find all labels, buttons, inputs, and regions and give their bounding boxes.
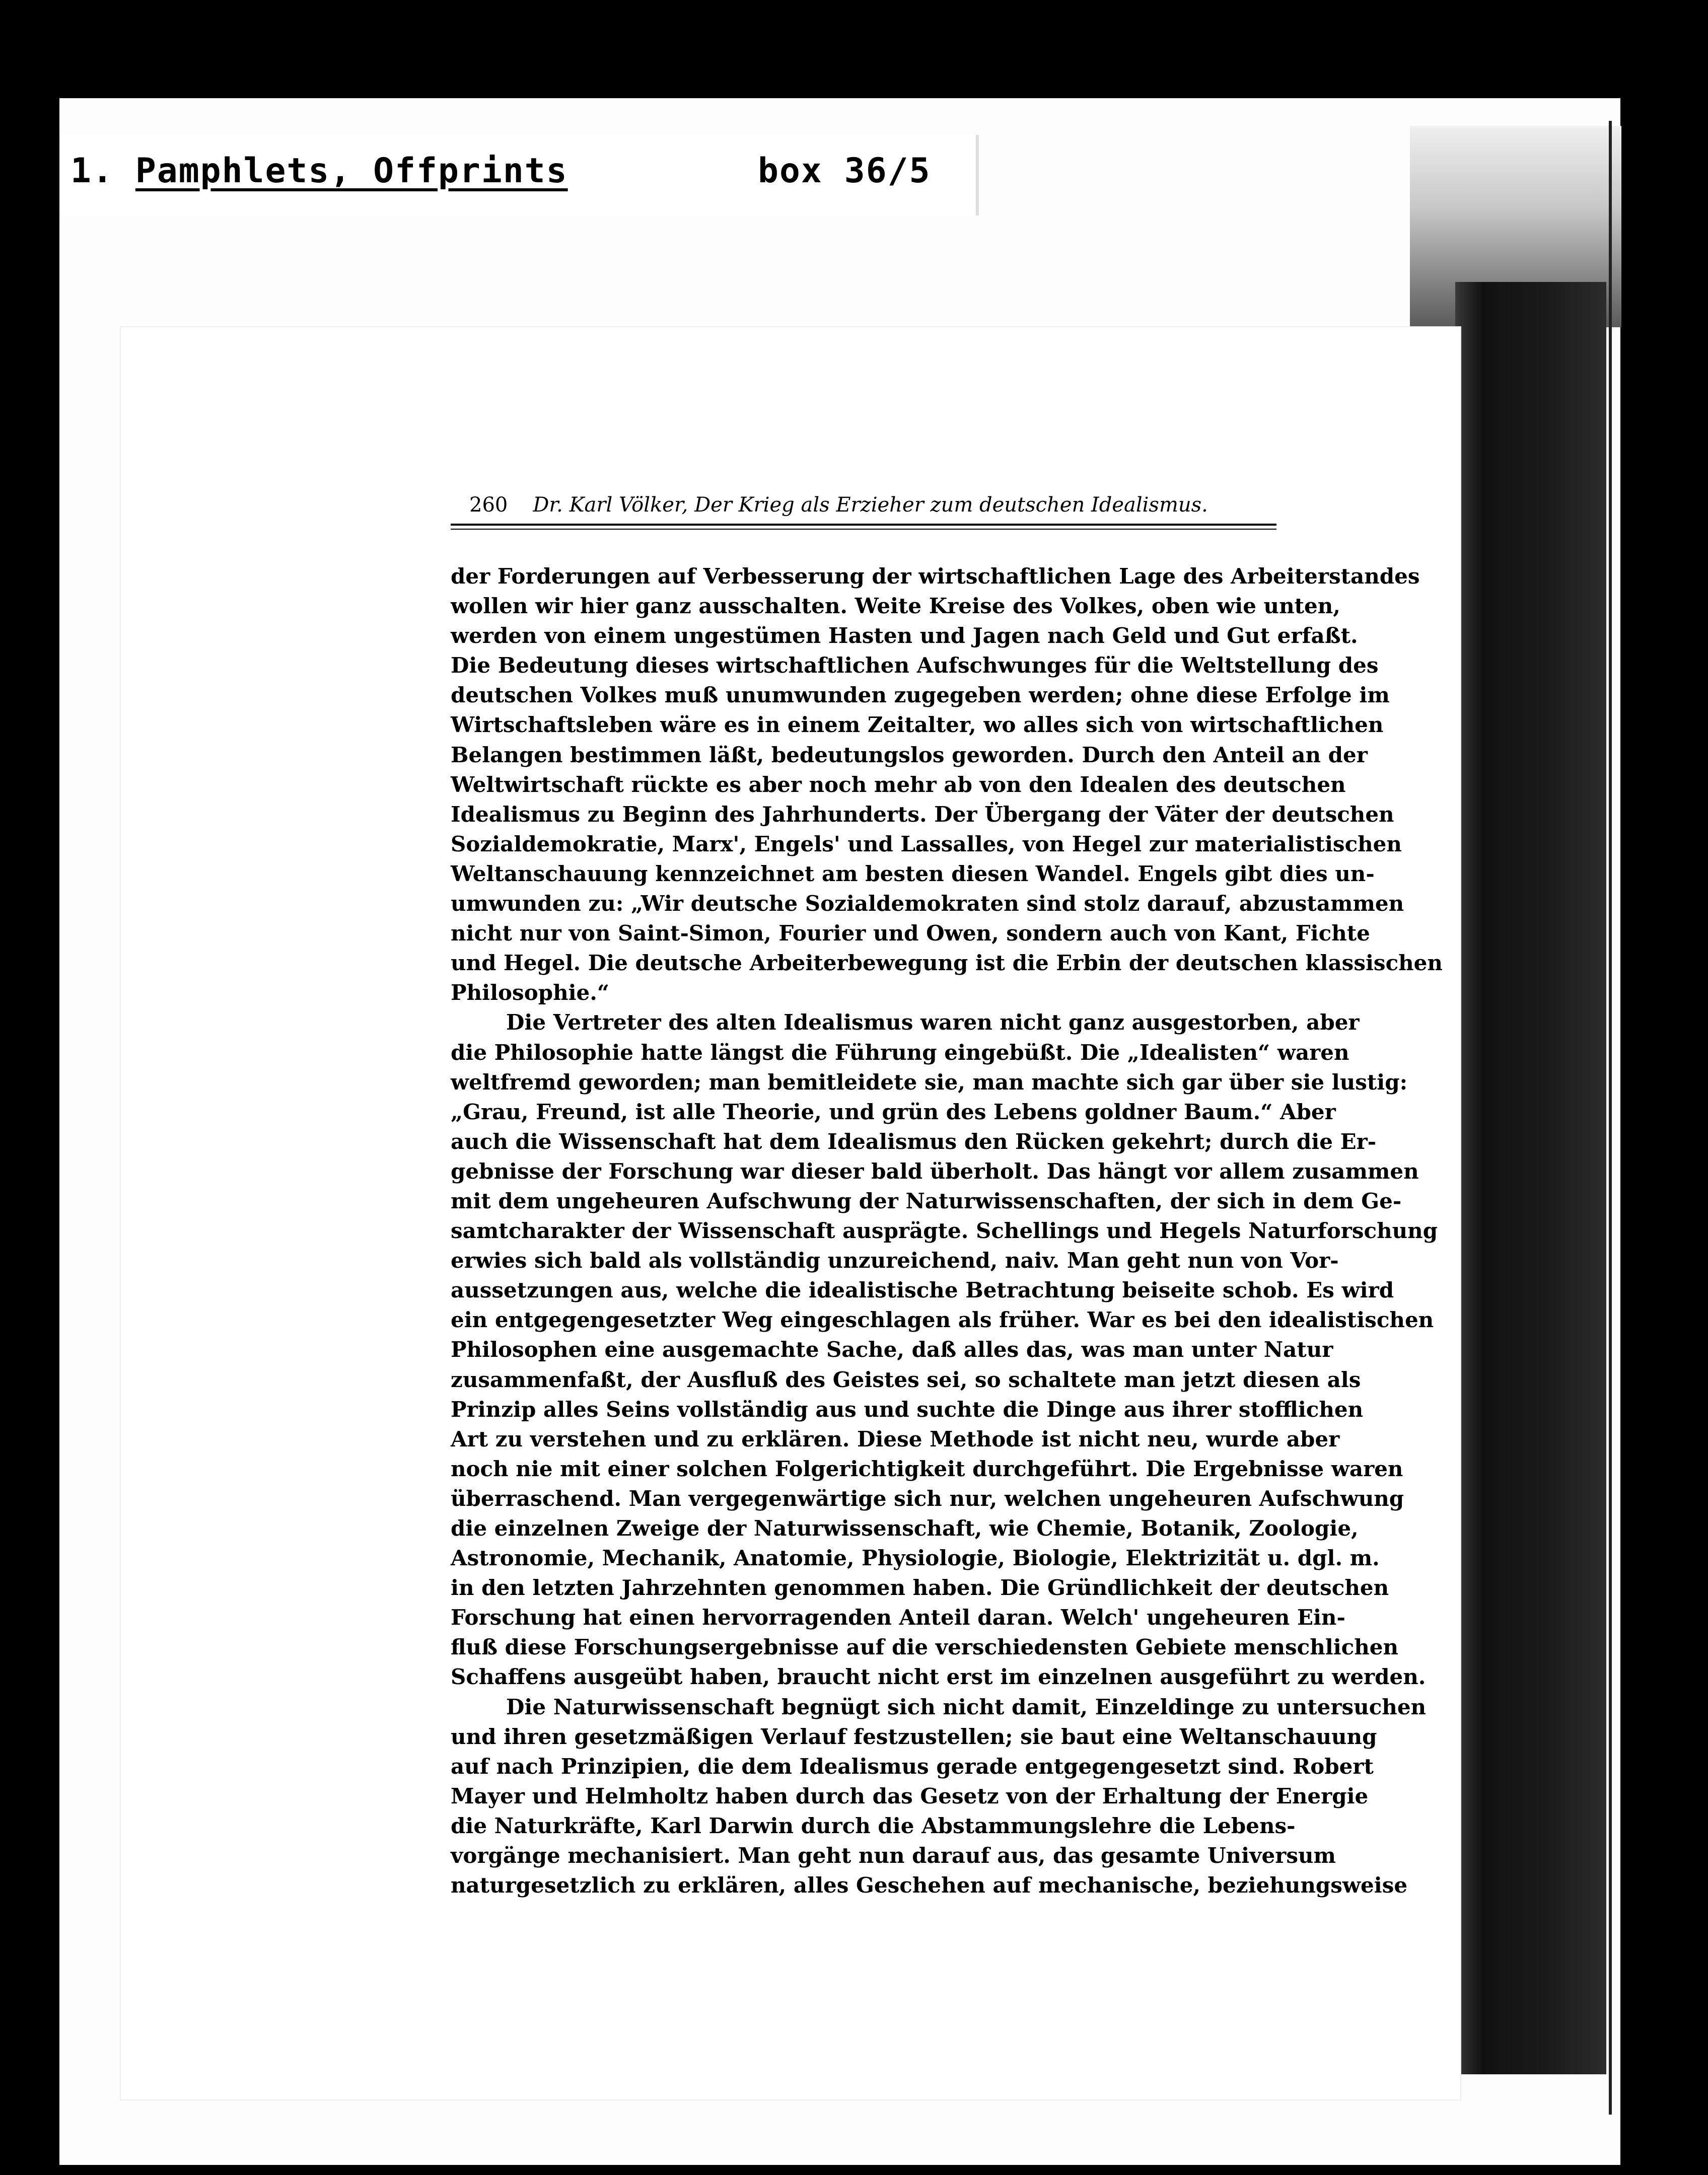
label-category: Pamphlets, Offprints xyxy=(135,151,568,191)
text-line: „Grau, Freund, ist alle Theorie, und grün des Lebens goldner Baum.“ Aber xyxy=(451,1099,1336,1124)
text-line: Idealismus zu Beginn des Jahrhunderts. Der Übergang der Väter der deutschen xyxy=(451,802,1394,827)
text-line: wollen wir hier ganz ausschalten. Weite Kreise des Volkes, oben wie unten, xyxy=(451,594,1340,619)
text-line: fluß diese Forschungsergebnisse auf die verschiedensten Gebiete menschlichen xyxy=(451,1635,1399,1660)
text-line: überraschend. Man vergegenwärtige sich nur, welchen ungeheuren Aufschwung xyxy=(451,1486,1404,1511)
text-line: in den letzten Jahrzehnten genommen haben. Die Gründlichkeit der deutschen xyxy=(451,1575,1389,1601)
text-line: auch die Wissenschaft hat dem Idealismus den Rücken gekehrt; durch die Er- xyxy=(451,1129,1377,1154)
header-rule xyxy=(451,524,1276,526)
text-line: der Forderungen auf Verbesserung der wirtschaftlichen Lage des Arbeiterstandes xyxy=(451,564,1420,589)
text-line: und Hegel. Die deutsche Arbeiterbewegung ist die Erbin der deutschen klassischen xyxy=(451,951,1443,976)
archive-label xyxy=(70,151,568,191)
text-line: Philosophen eine ausgemachte Sache, daß alles das, was man unter Natur xyxy=(451,1337,1333,1362)
text-line: umwunden zu: „Wir deutsche Sozialdemokraten sind stolz darauf, abzustammen xyxy=(451,891,1404,916)
text-line: die Philosophie hatte längst die Führung eingebüßt. Die „Idealisten“ waren xyxy=(451,1040,1349,1065)
text-line: Forschung hat einen hervorragenden Anteil daran. Welch' ungeheuren Ein- xyxy=(451,1605,1345,1630)
text-line: Astronomie, Mechanik, Anatomie, Physiologie, Biologie, Elektrizität u. dgl. m. xyxy=(451,1546,1380,1571)
text-line: aussetzungen aus, welche die idealistische Betrachtung beiseite schob. Es wird xyxy=(451,1278,1394,1303)
body-text xyxy=(451,561,1443,1900)
label-number: 1. xyxy=(70,151,114,191)
text-line: Die Naturwissenschaft begnügt sich nicht damit, Einzeldinge zu untersuchen xyxy=(506,1694,1427,1719)
text-line: ein entgegengesetzter Weg eingeschlagen als früher. War es bei den idealistischen xyxy=(451,1308,1434,1333)
text-line: gebnisse der Forschung war dieser bald überholt. Das hängt vor allem zusammen xyxy=(451,1158,1419,1184)
text-line: erwies sich bald als vollständig unzureichend, naiv. Man geht nun von Vor- xyxy=(451,1248,1339,1273)
text-line: noch nie mit einer solchen Folgerichtigkeit durchgeführt. Die Ergebnisse waren xyxy=(451,1456,1403,1481)
running-title: Dr. Karl Völker, Der Krieg als Erzieher zum deutschen Idealismus. xyxy=(533,493,1208,517)
text-line: samtcharakter der Wissenschaft ausprägte. Schellings und Hegels Naturforschung xyxy=(451,1218,1438,1244)
paper-edge-line xyxy=(1609,121,1612,2115)
text-line: die Naturkräfte, Karl Darwin durch die Abstammungslehre die Lebens- xyxy=(451,1813,1296,1838)
text-line: naturgesetzlich zu erklären, alles Geschehen auf mechanische, beziehungsweise xyxy=(451,1873,1408,1898)
paper-edge-dark xyxy=(1455,282,1606,2074)
text-line: Prinzip alles Seins vollständig aus und suchte die Dinge aus ihrer stofflichen xyxy=(451,1397,1364,1422)
text-line: Mayer und Helmholtz haben durch das Gesetz von der Erhaltung der Energie xyxy=(451,1783,1369,1808)
text-line: Philosophie.“ xyxy=(451,980,610,1005)
text-line: Wirtschaftsleben wäre es in einem Zeitalter, wo alles sich von wirtschaftlichen xyxy=(451,712,1384,738)
text-line: Weltwirtschaft rückte es aber noch mehr ab von den Idealen des deutschen xyxy=(451,772,1346,797)
text-line: mit dem ungeheuren Aufschwung der Naturwissenschaften, der sich in dem Ge- xyxy=(451,1188,1402,1213)
text-line: und ihren gesetzmäßigen Verlauf festzustellen; sie baut eine Weltanschauung xyxy=(451,1724,1377,1749)
text-line: Die Bedeutung dieses wirtschaftlichen Aufschwunges für die Weltstellung des xyxy=(451,653,1379,678)
header-rule-thin xyxy=(451,529,1276,530)
text-line: Schaffens ausgeübt haben, braucht nicht erst im einzelnen ausgeführt zu werden. xyxy=(451,1664,1426,1690)
text-line: Belangen bestimmen läßt, bedeutungslos geworden. Durch den Anteil an der xyxy=(451,742,1368,767)
text-line: Art zu verstehen und zu erklären. Diese Methode ist nicht neu, wurde aber xyxy=(451,1426,1340,1452)
text-line: nicht nur von Saint-Simon, Fourier und Owen, sondern auch von Kant, Fichte xyxy=(451,921,1370,946)
box-number: box 36/5 xyxy=(758,151,931,191)
text-line: Die Vertreter des alten Idealismus waren nicht ganz ausgestorben, aber xyxy=(506,1010,1360,1035)
text-line: Sozialdemokratie, Marx', Engels' und Lassalles, von Hegel zur materialistischen xyxy=(451,831,1402,856)
text-line: die einzelnen Zweige der Naturwissenschaft, wie Chemie, Botanik, Zoologie, xyxy=(451,1516,1359,1541)
text-line: deutschen Volkes muß unumwunden zugegeben werden; ohne diese Erfolge im xyxy=(451,683,1390,708)
text-line: auf nach Prinzipien, die dem Idealismus gerade entgegengesetzt sind. Robert xyxy=(451,1754,1374,1779)
text-line: zusammenfaßt, der Ausfluß des Geistes sei, so schaltete man jetzt diesen als xyxy=(451,1367,1361,1392)
text-line: weltfremd geworden; man bemitleidete sie, man machte sich gar über sie lustig: xyxy=(451,1069,1408,1095)
text-line: werden von einem ungestümen Hasten und Jagen nach Geld und Gut erfaßt. xyxy=(451,623,1358,648)
text-line: vorgänge mechanisiert. Man geht nun darauf aus, das gesamte Universum xyxy=(451,1843,1336,1868)
page-number: 260 xyxy=(469,493,508,517)
text-line: Weltanschauung kennzeichnet am besten diesen Wandel. Engels gibt dies un- xyxy=(451,861,1375,886)
running-head xyxy=(469,493,1275,517)
